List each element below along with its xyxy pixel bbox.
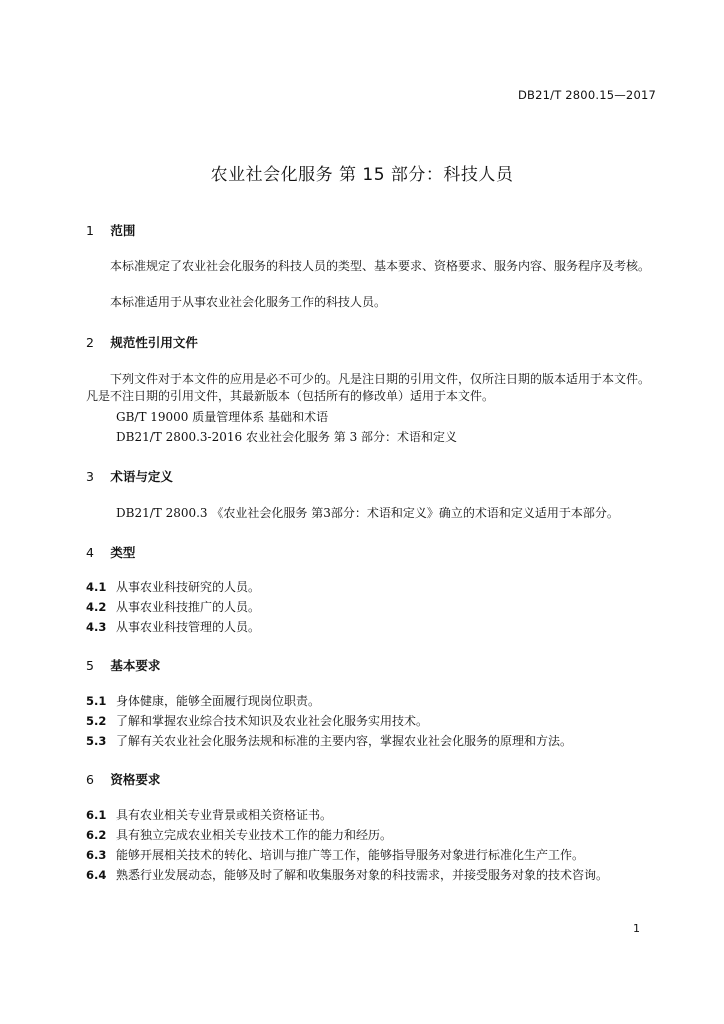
section-3-paragraph-1: DB21/T 2800.3 《农业社会化服务 第3部分：术语和定义》确立的术语和定义适用于本部分。 [116, 506, 619, 520]
clause-text: 具有农业相关专业背景或相关资格证书。 [116, 808, 333, 822]
clause-6-3 [86, 846, 584, 863]
section-3-heading [86, 467, 173, 485]
clause-6-2 [86, 826, 392, 843]
clause-number: 4.3 [86, 620, 107, 634]
clause-6-1 [86, 806, 332, 823]
section-title: 规范性引用文件 [110, 335, 198, 350]
section-2-paragraph-1: 下列文件对于本文件的应用是必不可少的。凡是注日期的引用文件，仅所注日期的版本适用于本文件。凡是不注日期的引用文件，其最新版本（包括所有的修改单）适用于本文件。 [86, 372, 651, 403]
page-number: 1 [633, 922, 640, 935]
clause-text: 从事农业科技推广的人员。 [116, 600, 261, 614]
section-number: 2 [86, 335, 94, 350]
clause-number: 5.3 [86, 734, 107, 748]
clause-text: 熟悉行业发展动态，能够及时了解和收集服务对象的科技需求，并接受服务对象的技术咨询。 [116, 868, 609, 882]
clause-text: 身体健康，能够全面履行现岗位职责。 [116, 694, 321, 708]
clause-text: 了解有关农业社会化服务法规和标准的主要内容，掌握农业社会化服务的原理和方法。 [116, 734, 573, 748]
section-title: 范围 [110, 223, 136, 238]
section-number: 1 [86, 223, 94, 238]
section-1-heading [86, 221, 135, 239]
section-number: 4 [86, 545, 94, 560]
clause-number: 6.2 [86, 828, 107, 842]
clause-5-2 [86, 712, 428, 729]
clause-text: 具有独立完成农业相关专业技术工作的能力和经历。 [116, 828, 393, 842]
clause-number: 5.1 [86, 694, 107, 708]
section-title: 基本要求 [110, 658, 161, 673]
section-title: 术语与定义 [110, 469, 173, 484]
clause-6-4 [86, 866, 608, 883]
clause-4-2 [86, 598, 260, 615]
section-2-heading [86, 333, 198, 351]
clause-4-3 [86, 618, 260, 635]
section-number: 6 [86, 772, 94, 787]
clause-5-3 [86, 732, 572, 749]
clause-number: 4.1 [86, 580, 107, 594]
section-number: 5 [86, 658, 94, 673]
document-title: 农业社会化服务 第 15 部分：科技人员 [210, 165, 514, 185]
section-4-heading [86, 543, 135, 561]
section-5-heading [86, 656, 160, 674]
section-1-paragraph-1: 本标准规定了农业社会化服务的科技人员的类型、基本要求、资格要求、服务内容、服务程序及考核。 [110, 259, 651, 273]
document-code: DB21/T 2800.15—2017 [517, 88, 656, 102]
clause-5-1 [86, 692, 320, 709]
normative-reference-1: GB/T 19000 质量管理体系 基础和术语 [116, 410, 329, 424]
clause-text: 从事农业科技研究的人员。 [116, 580, 261, 594]
clause-number: 5.2 [86, 714, 107, 728]
clause-text: 了解和掌握农业综合技术知识及农业社会化服务实用技术。 [116, 714, 429, 728]
section-6-heading [86, 770, 160, 788]
clause-text: 从事农业科技管理的人员。 [116, 620, 261, 634]
clause-number: 6.4 [86, 868, 107, 882]
section-number: 3 [86, 469, 94, 484]
clause-text: 能够开展相关技术的转化、培训与推广等工作，能够指导服务对象进行标准化生产工作。 [116, 848, 585, 862]
section-1-paragraph-2: 本标准适用于从事农业社会化服务工作的科技人员。 [110, 295, 387, 309]
clause-number: 6.3 [86, 848, 107, 862]
clause-number: 6.1 [86, 808, 107, 822]
section-title: 类型 [110, 545, 136, 560]
normative-reference-2: DB21/T 2800.3-2016 农业社会化服务 第 3 部分：术语和定义 [116, 430, 458, 444]
clause-4-1 [86, 578, 260, 595]
section-title: 资格要求 [110, 772, 161, 787]
clause-number: 4.2 [86, 600, 107, 614]
